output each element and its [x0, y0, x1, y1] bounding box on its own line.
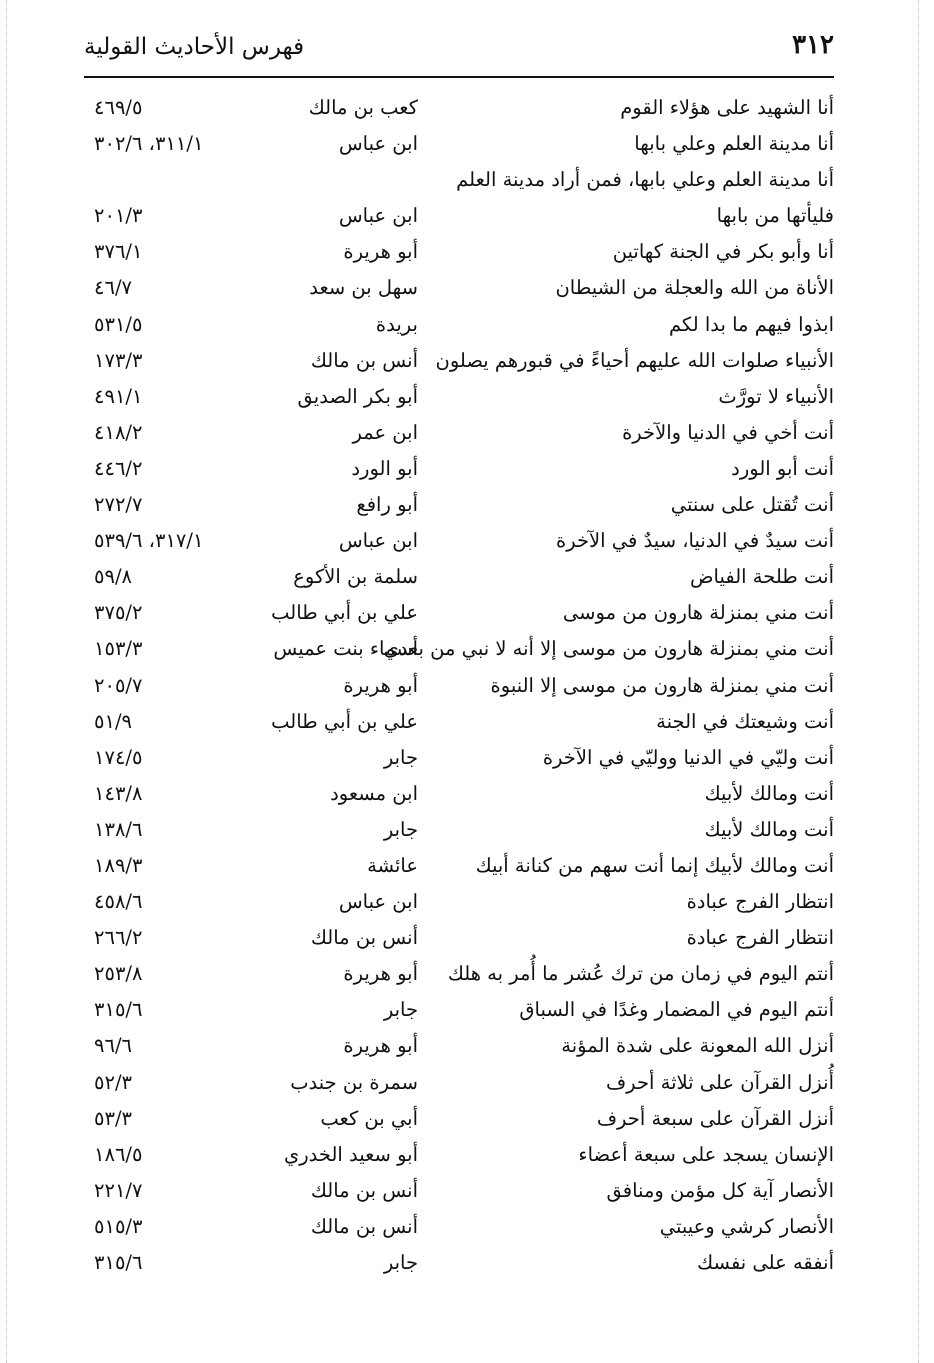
narrator-name: أنس بن مالك — [310, 1214, 418, 1238]
hadith-text: أنت سيدٌ في الدنيا، سيدٌ في الآخرة — [556, 529, 834, 553]
narrator-name: ابن عباس — [338, 204, 418, 228]
hadith-text: الأنصار آية كل مؤمن ومنافق — [606, 1178, 834, 1202]
volume-page-ref: ٤٦/٧ — [94, 276, 132, 300]
index-entry — [84, 1103, 834, 1139]
hadith-text: أنا مدينة العلم وعلي بابها — [634, 132, 834, 156]
index-entry — [84, 381, 834, 417]
volume-page-ref: ٥١٥/٣ — [94, 1214, 143, 1238]
index-entry — [84, 417, 834, 453]
narrator-name: أنس بن مالك — [310, 348, 418, 372]
hadith-text: أنت وليّي في الدنيا ووليّي في الآخرة — [542, 745, 834, 769]
narrator-name: بريدة — [375, 312, 418, 336]
volume-page-ref: ١٧٤/٥ — [94, 745, 143, 769]
index-entry — [84, 164, 834, 200]
hadith-text: انتظار الفرج عبادة — [686, 926, 834, 950]
index-entry — [84, 1030, 834, 1066]
hadith-text: أُنزل القرآن على ثلاثة أحرف — [605, 1070, 834, 1094]
hadith-text: ابذوا فيهم ما بدا لكم — [668, 312, 834, 336]
volume-page-ref: ٣٧٦/١ — [94, 240, 143, 264]
index-entry — [84, 814, 834, 850]
volume-page-ref: ١٤٣/٨ — [94, 781, 143, 805]
narrator-name: ابن مسعود — [330, 781, 418, 805]
hadith-text: الأناة من الله والعجلة من الشيطان — [555, 276, 834, 300]
volume-page-ref: ١٨٦/٥ — [94, 1142, 143, 1166]
narrator-name: جابر — [383, 998, 418, 1022]
volume-page-ref: ٢٠١/٣ — [94, 204, 143, 228]
narrator-name: أبو سعيد الخدري — [283, 1142, 418, 1166]
narrator-name: سهل بن سعد — [309, 276, 418, 300]
index-entry — [84, 778, 834, 814]
index-entry — [84, 633, 834, 669]
index-entry — [84, 561, 834, 597]
volume-page-ref: ١٨٩/٣ — [94, 853, 143, 877]
volume-page-ref: ٣٧٥/٢ — [94, 601, 143, 625]
narrator-name: أبو هريرة — [343, 673, 418, 697]
index-entry — [84, 1247, 834, 1283]
index-entry — [84, 1139, 834, 1175]
index-entry — [84, 958, 834, 994]
hadith-text: انتظار الفرج عبادة — [686, 890, 834, 914]
hadith-index-list — [84, 92, 834, 1283]
index-entry — [84, 1175, 834, 1211]
volume-page-ref: ٣١٧/١، ٥٣٩/٦ — [94, 529, 204, 553]
hadith-text: فليأتها من بابها — [716, 204, 834, 228]
narrator-name: جابر — [383, 817, 418, 841]
index-entry — [84, 706, 834, 742]
index-entry — [84, 597, 834, 633]
index-entry — [84, 92, 834, 128]
narrator-name: ابن عباس — [338, 890, 418, 914]
volume-page-ref: ٤٤٦/٢ — [94, 456, 143, 480]
narrator-name: ابن عمر — [352, 420, 418, 444]
narrator-name: أنس بن مالك — [310, 926, 418, 950]
narrator-name: أنس بن مالك — [310, 1178, 418, 1202]
volume-page-ref: ٥١/٩ — [94, 709, 132, 733]
narrator-name: أبو رافع — [356, 493, 418, 517]
index-entry — [84, 489, 834, 525]
index-entry — [84, 345, 834, 381]
narrator-name: كعب بن مالك — [308, 96, 418, 119]
narrator-name: ابن عباس — [338, 529, 418, 553]
hadith-text: الأنبياء صلوات الله عليهم أحياءً في قبورهم يصلون — [435, 348, 834, 372]
hadith-text: أنت تُقتل على سنتي — [670, 493, 834, 517]
narrator-name: أسماء بنت عميس — [273, 637, 418, 661]
volume-page-ref: ٣١١/١، ٣٠٢/٦ — [94, 132, 204, 156]
hadith-text: أنا مدينة العلم وعلي بابها، فمن أراد مدينة العلم — [456, 168, 834, 192]
volume-page-ref: ٢٥٣/٨ — [94, 962, 143, 986]
volume-page-ref: ٢٦٦/٢ — [94, 926, 143, 950]
volume-page-ref: ٢٧٢/٧ — [94, 493, 143, 517]
volume-page-ref: ٥٣١/٥ — [94, 312, 143, 336]
volume-page-ref: ١٣٨/٦ — [94, 817, 143, 841]
narrator-name: أبو هريرة — [343, 962, 418, 986]
narrator-name: جابر — [383, 745, 418, 769]
index-entry — [84, 922, 834, 958]
narrator-name: عائشة — [367, 853, 418, 877]
hadith-text: أنزل الله المعونة على شدة المؤنة — [561, 1034, 834, 1058]
hadith-text: الإنسان يسجد على سبعة أعضاء — [578, 1142, 834, 1166]
volume-page-ref: ١٧٣/٣ — [94, 348, 143, 372]
index-entry — [84, 886, 834, 922]
hadith-text: أنت أخي في الدنيا والآخرة — [622, 420, 834, 444]
volume-page-ref: ١٥٣/٣ — [94, 637, 143, 661]
narrator-name: سلمة بن الأكوع — [293, 565, 418, 589]
volume-page-ref: ٢٠٥/٧ — [94, 673, 143, 697]
hadith-text: أنت مني بمنزلة هارون من موسى إلا أنه لا نبي من بعدي — [383, 637, 834, 661]
index-entry — [84, 453, 834, 489]
volume-page-ref: ٤٦٩/٥ — [94, 96, 143, 119]
volume-page-ref: ٣١٥/٦ — [94, 1251, 143, 1274]
index-entry — [84, 236, 834, 272]
page-edge-right — [918, 0, 919, 1363]
volume-page-ref: ٥٩/٨ — [94, 565, 132, 589]
hadith-text: أنت ومالك لأبيك — [704, 817, 834, 841]
volume-page-ref: ٥٣/٣ — [94, 1106, 132, 1130]
hadith-text: أنت أبو الورد — [731, 456, 834, 480]
volume-page-ref: ٩٦/٦ — [94, 1034, 132, 1058]
page-number: ٣١٢ — [792, 30, 834, 60]
index-entry — [84, 128, 834, 164]
hadith-text: أنت ومالك لأبيك إنما أنت سهم من كنانة أبيك — [475, 853, 834, 877]
narrator-name: علي بن أبي طالب — [271, 709, 418, 733]
hadith-text: أنت مني بمنزلة هارون من موسى — [562, 601, 834, 625]
narrator-name: ابن عباس — [338, 132, 418, 156]
hadith-text: أنت ومالك لأبيك — [704, 781, 834, 805]
hadith-text: أنفقه على نفسك — [697, 1251, 834, 1274]
narrator-name: أبو الورد — [351, 456, 418, 480]
volume-page-ref: ٤٥٨/٦ — [94, 890, 143, 914]
hadith-text: أنت طلحة الفياض — [689, 565, 834, 589]
page-header — [84, 26, 834, 78]
hadith-text: الأنصار كرشي وعيبتي — [659, 1214, 834, 1238]
narrator-name: علي بن أبي طالب — [271, 601, 418, 625]
volume-page-ref: ٤١٨/٢ — [94, 420, 143, 444]
index-entry — [84, 994, 834, 1030]
hadith-text: أنت مني بمنزلة هارون من موسى إلا النبوة — [490, 673, 834, 697]
narrator-name: أبي بن كعب — [320, 1106, 418, 1130]
narrator-name: أبو هريرة — [343, 240, 418, 264]
running-title: فهرس الأحاديث القولية — [84, 34, 305, 60]
index-entry — [84, 525, 834, 561]
volume-page-ref: ٣١٥/٦ — [94, 998, 143, 1022]
index-entry — [84, 1067, 834, 1103]
hadith-text: أنا وأبو بكر في الجنة كهاتين — [612, 240, 834, 264]
hadith-text: أنت وشيعتك في الجنة — [656, 709, 834, 733]
index-entry — [84, 1211, 834, 1247]
page-edge-left — [6, 0, 7, 1363]
index-entry — [84, 200, 834, 236]
hadith-text: الأنبياء لا تورَّث — [718, 384, 834, 408]
narrator-name: جابر — [383, 1251, 418, 1274]
volume-page-ref: ٤٩١/١ — [94, 384, 143, 408]
hadith-text: أنا الشهيد على هؤلاء القوم — [620, 96, 834, 119]
index-entry — [84, 670, 834, 706]
narrator-name: أبو بكر الصديق — [297, 384, 418, 408]
volume-page-ref: ٢٢١/٧ — [94, 1178, 143, 1202]
volume-page-ref: ٥٢/٣ — [94, 1070, 132, 1094]
narrator-name: سمرة بن جندب — [290, 1070, 418, 1094]
index-entry — [84, 309, 834, 345]
hadith-text: أنتم اليوم في المضمار وغدًا في السباق — [519, 998, 834, 1022]
narrator-name: أبو هريرة — [343, 1034, 418, 1058]
index-entry — [84, 272, 834, 308]
index-entry — [84, 850, 834, 886]
hadith-text: أنزل القرآن على سبعة أحرف — [596, 1106, 834, 1130]
hadith-text: أنتم اليوم في زمان من ترك عُشر ما أُمر به هلك — [447, 962, 834, 986]
index-entry — [84, 742, 834, 778]
